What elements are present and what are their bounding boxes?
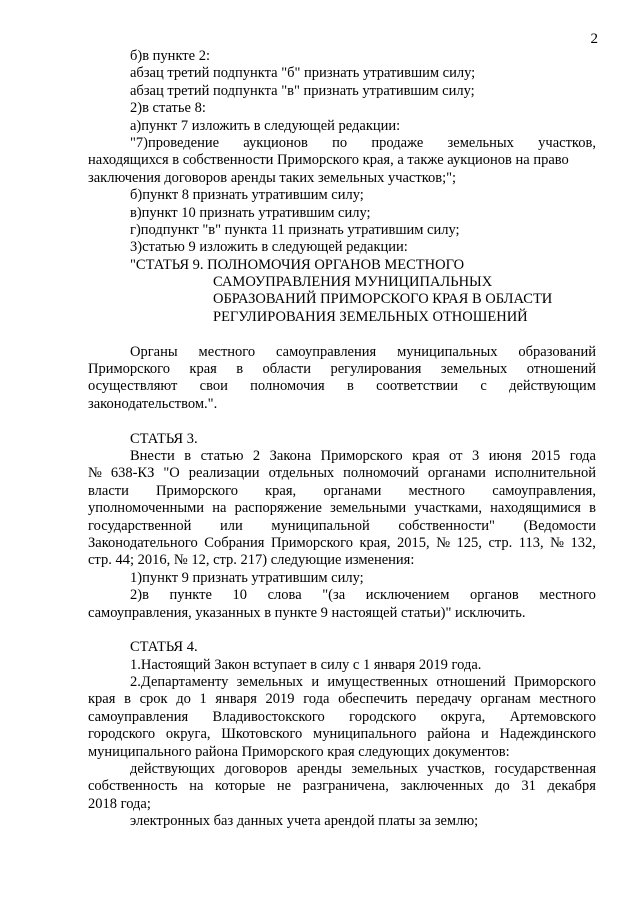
word: земельных	[447, 134, 514, 151]
word: и	[480, 726, 489, 743]
word: №	[88, 465, 102, 482]
text-line: законодательством.".	[88, 395, 218, 412]
word: свои	[199, 378, 228, 395]
word: Приморского	[320, 447, 403, 464]
word: округа,	[165, 726, 211, 743]
word: власти	[88, 482, 129, 499]
word: земельными	[330, 500, 407, 517]
word: продаже	[371, 134, 424, 151]
word: действующим	[509, 378, 596, 395]
document-body	[88, 48, 596, 831]
word: области	[262, 361, 312, 378]
text-line	[88, 761, 596, 778]
word: исключением	[365, 587, 450, 604]
word: полномочий	[343, 465, 419, 482]
word: Шкотовского	[221, 726, 303, 743]
word: органами	[427, 465, 486, 482]
word: самоуправления	[88, 708, 189, 725]
text-line: 2018 года;	[88, 795, 151, 812]
word: июня	[488, 447, 522, 464]
word: района	[427, 726, 471, 743]
word: органам	[480, 691, 531, 708]
word: 132,	[570, 534, 596, 551]
word: осуществляют	[88, 378, 178, 395]
word: Внести	[130, 447, 175, 464]
word: городского	[349, 708, 417, 725]
word: Органы	[130, 343, 178, 360]
text-line	[88, 378, 596, 395]
word: 2015	[531, 447, 561, 464]
word: реализации	[188, 465, 260, 482]
text-line	[88, 674, 596, 691]
word: 3	[471, 447, 480, 464]
word: местного	[539, 587, 596, 604]
word: государственная	[494, 761, 596, 778]
word: передачу	[416, 691, 472, 708]
word: статью	[200, 447, 244, 464]
word: самоуправления,	[492, 482, 596, 499]
word: Приморского	[513, 674, 596, 691]
word: Приморского	[270, 534, 353, 551]
word: января	[215, 691, 257, 708]
word: края,	[359, 534, 391, 551]
word: земельных	[351, 761, 418, 778]
word: на	[189, 778, 204, 795]
text-line	[88, 465, 596, 482]
word: собственность	[88, 778, 178, 795]
text-line: а)пункт 7 изложить в следующей редакции:	[130, 117, 401, 134]
word: в	[184, 447, 192, 464]
text-line: самоуправления, указанных в пункте 9 настоящей статьи)" исключить.	[88, 604, 526, 621]
word: по	[332, 134, 348, 151]
word: отношений	[526, 361, 596, 378]
word: с	[480, 378, 487, 395]
text-line: РЕГУЛИРОВАНИЯ ЗЕМЕЛЬНЫХ ОТНОШЕНИЙ	[213, 308, 528, 325]
word: пункте	[169, 587, 212, 604]
word: Приморского	[156, 482, 238, 499]
text-line	[88, 448, 596, 465]
word: и	[311, 674, 320, 691]
word: 125,	[456, 534, 482, 551]
word: года	[569, 447, 596, 464]
word: уполномоченными	[88, 500, 205, 517]
word: органов	[469, 587, 519, 604]
paragraph-gap	[88, 413, 596, 430]
word: 638-КЗ	[110, 465, 155, 482]
word: 113,	[518, 534, 544, 551]
word: 2.Департаменту	[130, 674, 229, 691]
word: от	[449, 447, 463, 464]
word: в	[589, 500, 596, 517]
text-line: "СТАТЬЯ 9. ПОЛНОМОЧИЯ ОРГАНОВ МЕСТНОГО	[130, 256, 465, 273]
text-line: стр. 44; 2016, № 12, стр. 217) следующие изменения:	[88, 552, 415, 569]
word: не	[276, 778, 292, 795]
word: или	[219, 517, 243, 534]
word: 1	[199, 691, 207, 708]
word: 2)в	[130, 587, 149, 604]
word: самоуправления	[276, 343, 377, 360]
word: 2019	[265, 691, 295, 708]
word: Приморского	[88, 361, 170, 378]
text-line: абзац третий подпункта "в" признать утратившим силу;	[130, 82, 475, 99]
word: 2	[252, 447, 261, 464]
text-line: заключения договоров аренды таких земельных участков;";	[88, 169, 457, 186]
word: аукционов	[243, 134, 308, 151]
word: распоряжение	[234, 500, 322, 517]
text-line: ОБРАЗОВАНИЙ ПРИМОРСКОГО КРАЯ В ОБЛАСТИ	[213, 291, 553, 308]
word: государственной	[88, 517, 192, 534]
word: Законодательного	[88, 534, 198, 551]
text-line	[88, 483, 596, 500]
word: местного	[539, 691, 596, 708]
word: участками,	[414, 500, 482, 517]
text-line	[88, 691, 596, 708]
word: отношений	[436, 674, 506, 691]
word: в	[236, 361, 244, 378]
word: 2015,	[397, 534, 430, 551]
text-line	[88, 709, 596, 726]
word: городского	[88, 726, 156, 743]
word: муниципального	[313, 726, 417, 743]
text-line	[88, 344, 596, 361]
text-line: абзац третий подпункта "б" признать утратившим силу;	[130, 65, 476, 82]
text-line: электронных баз данных учета арендой платы за землю;	[130, 813, 479, 830]
text-line	[88, 135, 596, 152]
text-line	[88, 535, 596, 552]
word: исполнительной	[494, 465, 596, 482]
word: края	[189, 361, 217, 378]
word: до	[495, 778, 510, 795]
text-line	[88, 518, 596, 535]
text-line	[88, 587, 596, 604]
text-line: СТАТЬЯ 3.	[130, 430, 198, 447]
text-line: 1)пункт 9 признать утратившим силу;	[130, 569, 364, 586]
word: местного	[408, 482, 466, 499]
word: заключенных	[400, 778, 484, 795]
text-line: 3)статью 9 изложить в следующей редакции:	[130, 239, 408, 256]
word: "(за	[322, 587, 346, 604]
text-line: САМОУПРАВЛЕНИЯ МУНИЦИПАЛЬНЫХ	[213, 274, 493, 291]
word: Артемовского	[509, 708, 596, 725]
text-line: б)в пункте 2:	[130, 48, 210, 64]
word: земельных	[236, 674, 304, 691]
word: соответствии	[376, 378, 459, 395]
word: в	[124, 691, 131, 708]
word: срок	[139, 691, 168, 708]
word: Надеждинского	[499, 726, 596, 743]
word: Собрания	[204, 534, 265, 551]
word: на	[212, 500, 227, 517]
word: муниципальной	[271, 517, 370, 534]
word: органами	[323, 482, 382, 499]
text-line	[88, 778, 596, 795]
word: округа,	[440, 708, 486, 725]
word: края,	[265, 482, 297, 499]
word: Закона	[269, 447, 312, 464]
word: находящимися	[490, 500, 581, 517]
text-line: находящихся в собственности Приморского края, а также аукционов на право	[88, 152, 569, 169]
word: аренды	[296, 761, 342, 778]
word: слова	[267, 587, 302, 604]
word: участков,	[538, 134, 596, 151]
text-line: г)подпункт "в" пункта 11 признать утратившим силу;	[130, 221, 460, 238]
word: муниципальных	[397, 343, 498, 360]
page-number: 2	[590, 31, 598, 47]
word: участков,	[427, 761, 486, 778]
text-line	[88, 726, 596, 743]
text-line	[88, 361, 596, 378]
word: договоров	[224, 761, 288, 778]
word: до	[176, 691, 191, 708]
word: образований	[518, 343, 596, 360]
word: №	[550, 534, 564, 551]
text-line: муниципального района Приморского края следующих документов:	[88, 743, 510, 760]
word: Владивостокского	[212, 708, 325, 725]
word: регулирования	[330, 361, 422, 378]
word: 10	[232, 587, 248, 604]
word: в	[347, 378, 354, 395]
word: №	[436, 534, 451, 551]
word: которые	[215, 778, 266, 795]
word: 31	[521, 778, 536, 795]
word: имущественных	[327, 674, 429, 691]
word: местного	[198, 343, 256, 360]
word: "7)проведение	[130, 134, 220, 151]
word: стр.	[488, 534, 513, 551]
text-line: 1.Настоящий Закон вступает в силу с 1 января 2019 года.	[130, 656, 482, 673]
word: отдельных	[268, 465, 335, 482]
word: земельных	[440, 361, 508, 378]
word: полномочия	[250, 378, 325, 395]
text-line: СТАТЬЯ 4.	[130, 639, 198, 656]
word: "О	[163, 465, 180, 482]
paragraph-gap	[88, 622, 596, 639]
text-line: б)пункт 8 признать утратившим силу;	[130, 187, 364, 204]
word: края	[412, 447, 440, 464]
word: декабря	[547, 778, 596, 795]
word: собственности"	[398, 517, 495, 534]
text-line: 2)в статье 8:	[130, 100, 206, 117]
paragraph-gap	[88, 326, 596, 343]
word: действующих	[130, 761, 215, 778]
word: (Ведомости	[523, 517, 596, 534]
text-line: в)пункт 10 признать утратившим силу;	[130, 204, 371, 221]
word: обеспечить	[338, 691, 408, 708]
word: года	[303, 691, 330, 708]
word: края	[88, 691, 116, 708]
word: разграничена,	[302, 778, 389, 795]
text-line	[88, 500, 596, 517]
